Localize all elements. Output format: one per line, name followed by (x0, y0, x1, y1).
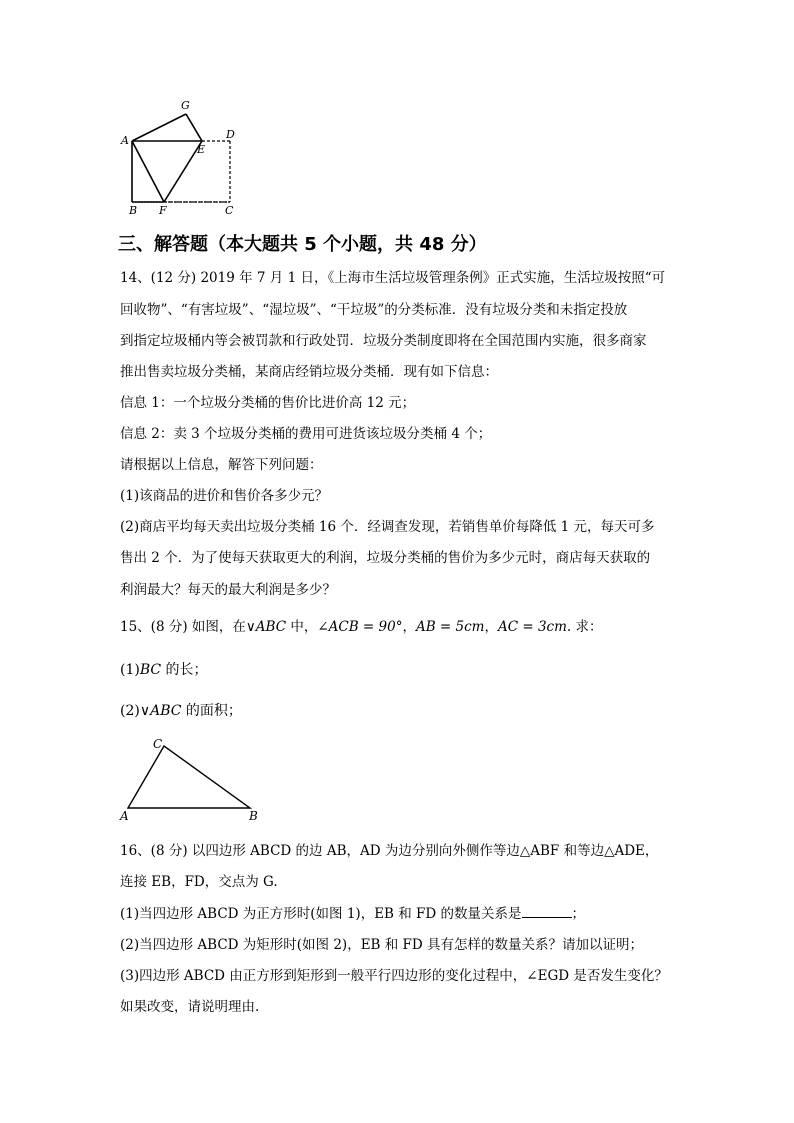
q16-line-1: 16、(8 分) 以四边形 ABCD 的边 AB，AD 为边分别向外侧作等边△ABF 和等边△ADE， (120, 843, 659, 859)
label-f: F (159, 204, 167, 217)
label-g: G (181, 99, 190, 112)
label-b: B (129, 204, 138, 217)
q15-condition-ab: AB = 5cm (415, 619, 485, 635)
answer-blank[interactable] (522, 903, 572, 918)
q15-prefix: 15、(8 分) 如图，在 (120, 619, 246, 635)
q15-sep-1: ， (402, 619, 416, 635)
triangle-abc (128, 746, 250, 808)
q14-line-2: 回收物”、“有害垃圾”、“湿垃圾”、“干垃圾”的分类标准．没有垃圾分类和未指定投放 (120, 302, 628, 318)
q16-part-3-line-1: (3)四边形 ABCD 由正方形到矩形到一般平行四边形的变化过程中，∠EGD 是否发生变化？ (120, 968, 668, 984)
q15-part-2-number: (2) (120, 703, 140, 719)
geometry-figure-1 (118, 96, 248, 220)
label-a: A (121, 134, 129, 147)
q15-part-1-text: 的长； (161, 662, 208, 678)
q15-mid: 中， (286, 619, 318, 635)
q15-stem (120, 617, 603, 637)
label-d: D (226, 128, 235, 141)
q15-sep-2: ， (484, 619, 498, 635)
label-e: E (197, 143, 206, 156)
q14-instruction: 请根据以上信息，解答下列问题： (120, 457, 323, 473)
label-c: C (225, 204, 234, 217)
q16-part-1-end: ； (571, 906, 586, 922)
q14-line-3: 到指定垃圾桶内等会被罚款和行政处罚．垃圾分类制度即将在全国范围内实施，很多商家 (120, 333, 647, 349)
q16-part-1-text: (1)当四边形 ABCD 为正方形时(如图 1)，EB 和 FD 的数量关系是 (120, 906, 522, 922)
q15-part-2-var: ∨ABC (139, 703, 182, 719)
label-b-triangle: B (249, 809, 258, 823)
q14-info-2: 信息 2：卖 3 个垃圾分类桶的费用可进货该垃圾分类桶 4 个； (120, 426, 492, 442)
q14-part-2-line-1: (2)商店平均每天卖出垃圾分类桶 16 个．经调查发现，若销售单价每降低 1 元，每天可多 (120, 519, 655, 535)
q15-condition-ac: AC = 3cm (497, 619, 567, 635)
q15-condition-angle: ∠ACB = 90° (317, 619, 403, 635)
section-heading: 三、解答题（本大题共 5 个小题，共 48 分） (118, 234, 487, 255)
geometry-figure-triangle (116, 734, 266, 824)
segment-ag (132, 114, 186, 141)
label-c-triangle: C (153, 737, 163, 751)
q14-part-2-line-3: 利润最大？每天的最大利润是多少？ (120, 582, 336, 598)
q15-suffix: . 求： (566, 619, 603, 635)
q15-triangle: ∨ABC (245, 619, 287, 635)
q14-part-2-line-2: 售出 2 个．为了使每天获取更大的利润，垃圾分类桶的售价为多少元时，商店每天获取的 (120, 550, 651, 566)
segment-af (132, 141, 164, 202)
q16-part-3-line-2: 如果改变，请说明理由. (120, 999, 260, 1015)
q15-part-2 (120, 701, 242, 721)
q14-line-1: 14、(12 分) 2019 年 7 月 1 日，《上海市生活垃圾管理条例》正式实施，生活垃圾按照“可 (120, 270, 666, 286)
q14-part-1: (1)该商品的进价和售价各多少元？ (120, 488, 329, 504)
q16-line-2: 连接 EB，FD，交点为 G. (120, 874, 278, 890)
q15-part-2-text: 的面积； (181, 703, 242, 719)
q15-part-1 (120, 660, 208, 680)
q14-line-4: 推出售卖垃圾分类桶，某商店经销垃圾分类桶．现有如下信息： (120, 364, 498, 380)
q16-part-1 (120, 903, 585, 924)
q15-part-1-number: (1) (120, 662, 140, 678)
segment-ge (186, 114, 202, 141)
q15-part-1-var: BC (139, 662, 162, 678)
q16-part-2: (2)当四边形 ABCD 为矩形时(如图 2)，EB 和 FD 具有怎样的数量关系？请加以证明； (120, 937, 644, 953)
q14-info-1: 信息 1：一个垃圾分类桶的售价比进价高 12 元； (120, 395, 416, 411)
label-a-triangle: A (120, 809, 129, 823)
